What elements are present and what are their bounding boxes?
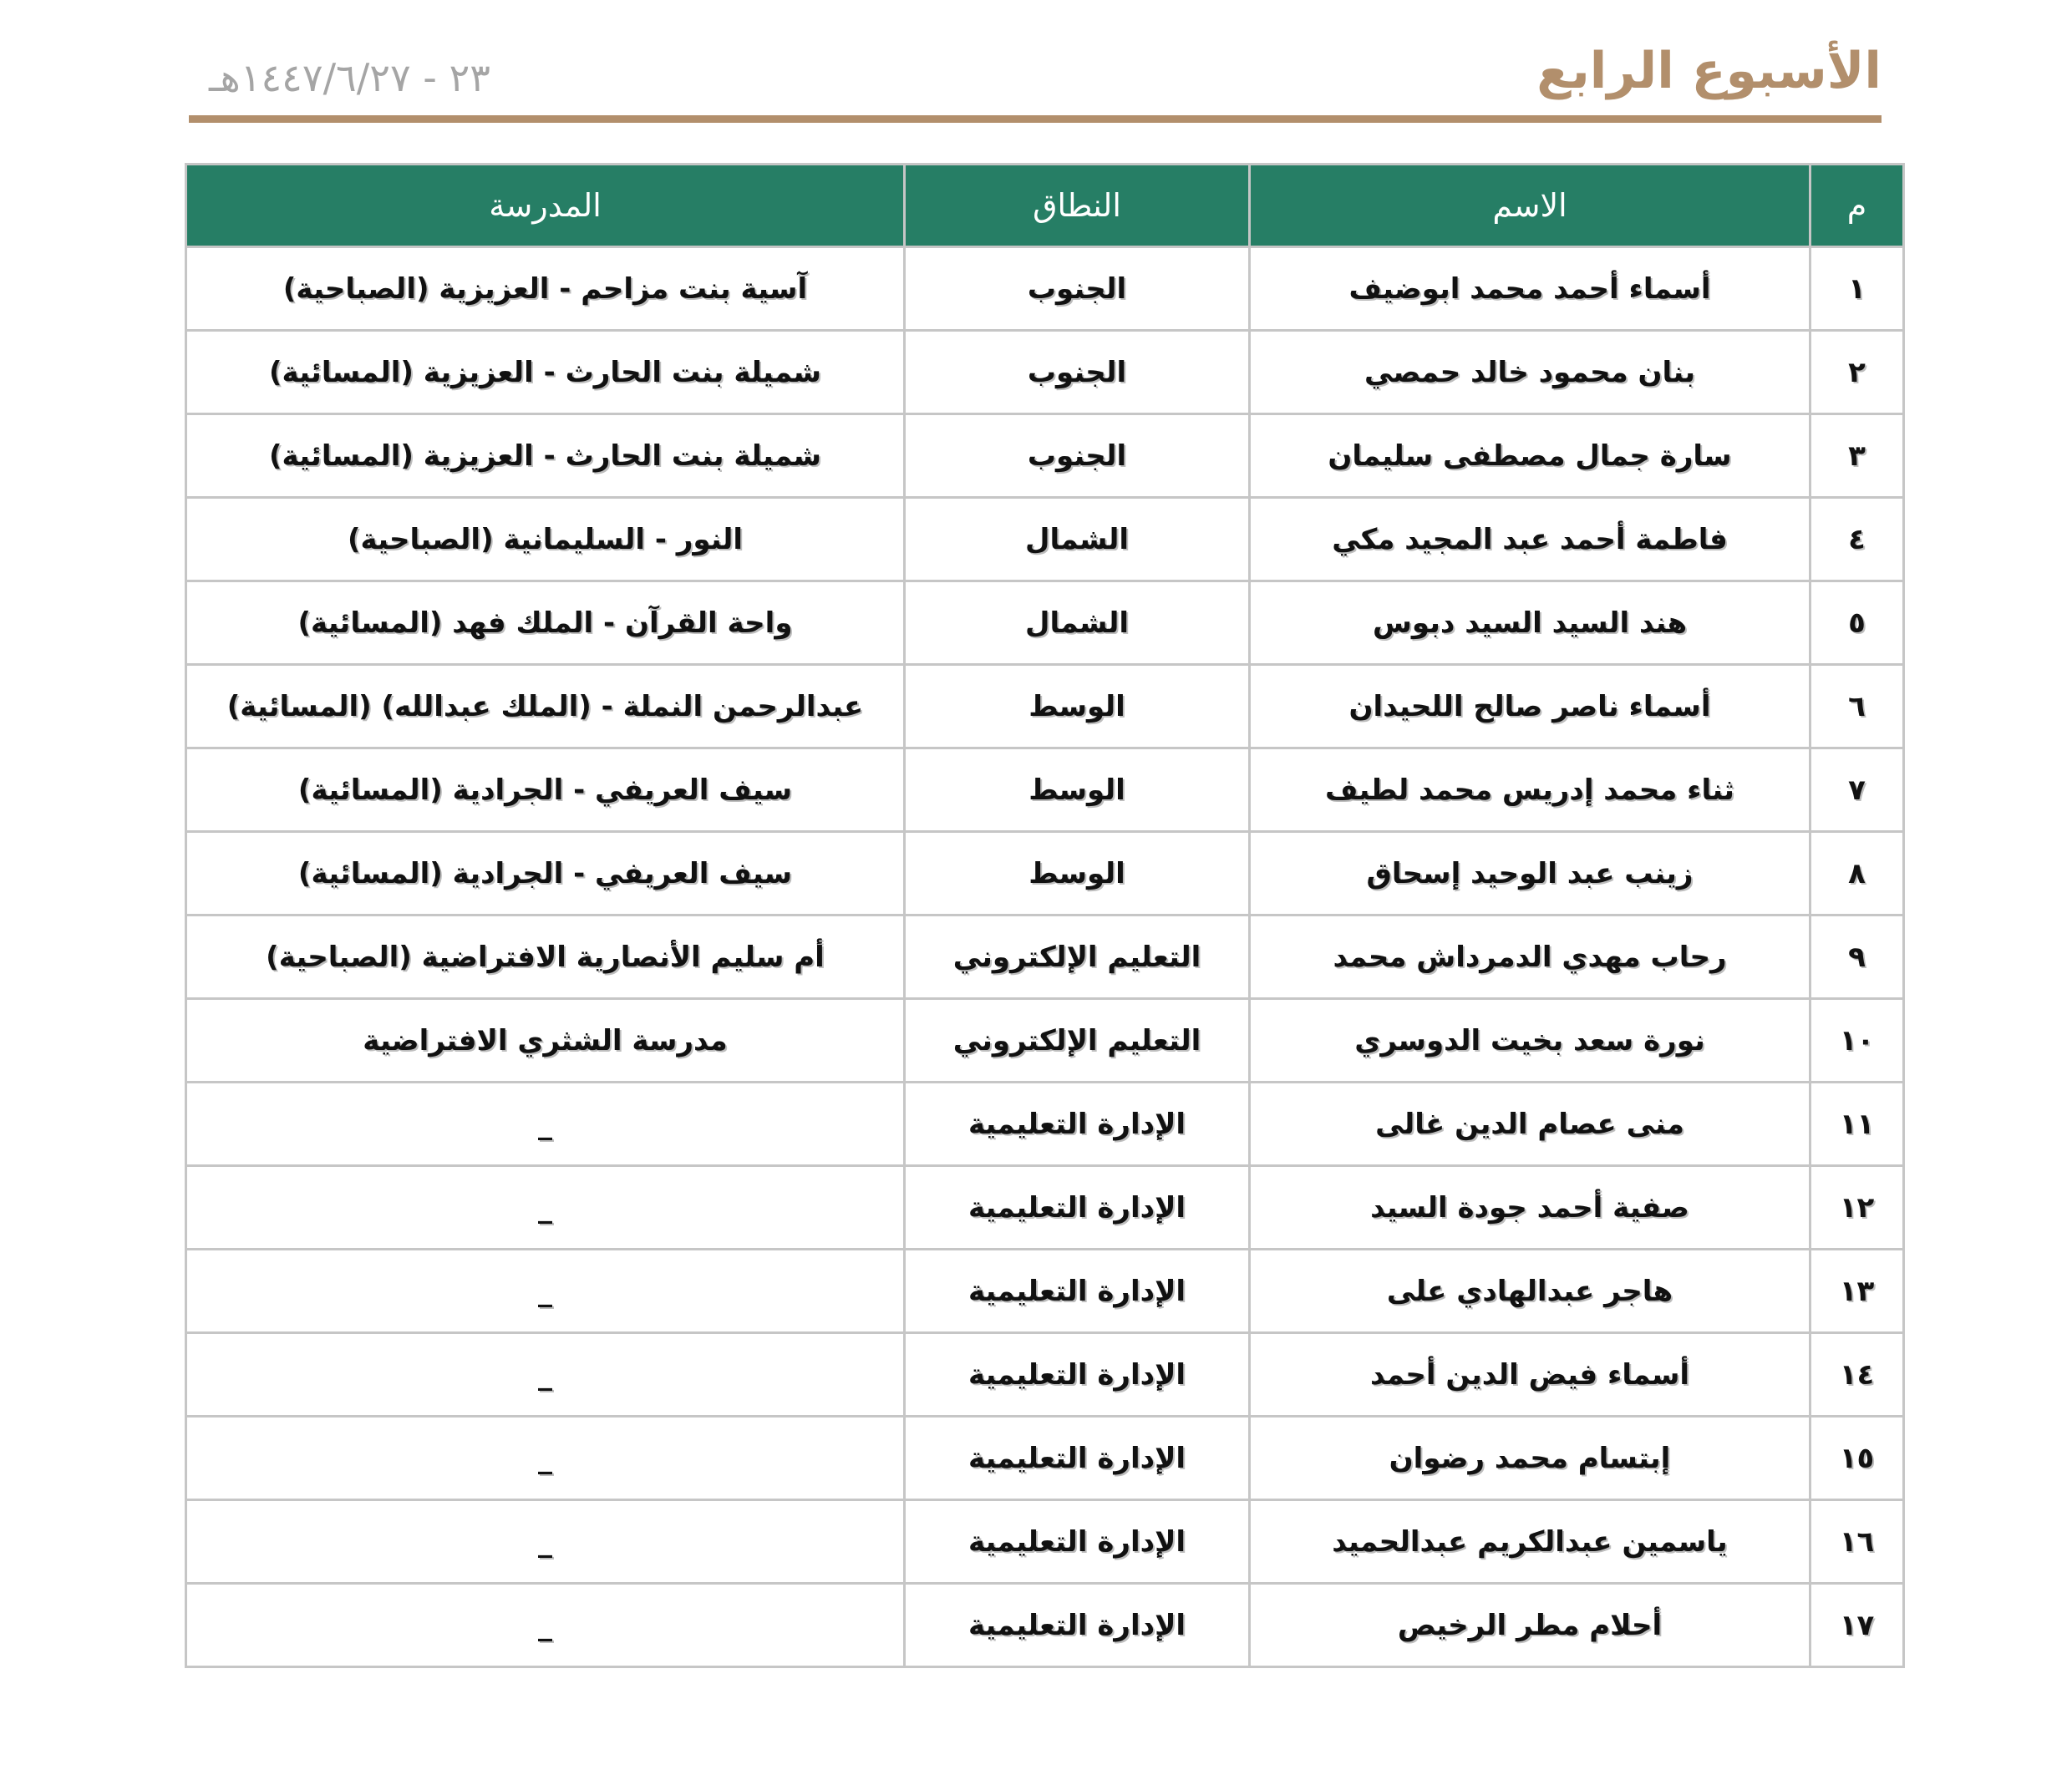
- cell-name: أسماء ناصر صالح اللحيدان: [1250, 665, 1810, 748]
- cell-region: الوسط: [905, 832, 1250, 915]
- cell-region: الشمال: [905, 581, 1250, 665]
- cell-region: الجنوب: [905, 414, 1250, 498]
- cell-number: ١٠: [1810, 999, 1904, 1083]
- cell-region: الجنوب: [905, 331, 1250, 414]
- cell-name: سارة جمال مصطفى سليمان: [1250, 414, 1810, 498]
- column-header-school: المدرسة: [186, 165, 905, 247]
- cell-school: _: [186, 1584, 905, 1667]
- table-row: [186, 498, 1904, 581]
- cell-number: ١٥: [1810, 1417, 1904, 1500]
- cell-region: الإدارة التعليمية: [905, 1250, 1250, 1333]
- cell-number: ١٦: [1810, 1500, 1904, 1584]
- cell-name: نورة سعد بخيت الدوسري: [1250, 999, 1810, 1083]
- table-row: [186, 748, 1904, 832]
- cell-region: الإدارة التعليمية: [905, 1166, 1250, 1250]
- cell-school: مدرسة الشثري الافتراضية: [186, 999, 905, 1083]
- table-row: [186, 832, 1904, 915]
- cell-school: عبدالرحمن النملة - (الملك عبدالله) (المسائية): [186, 665, 905, 748]
- cell-name: رحاب مهدي الدمرداش محمد: [1250, 915, 1810, 999]
- cell-number: ١٧: [1810, 1584, 1904, 1667]
- cell-region: الإدارة التعليمية: [905, 1333, 1250, 1417]
- table-row: [186, 1166, 1904, 1250]
- cell-school: _: [186, 1250, 905, 1333]
- cell-name: صفية أحمد جودة السيد: [1250, 1166, 1810, 1250]
- cell-name: أسماء أحمد محمد ابوضيف: [1250, 247, 1810, 331]
- cell-region: الشمال: [905, 498, 1250, 581]
- cell-school: _: [186, 1083, 905, 1166]
- header-row: [186, 165, 1904, 247]
- cell-school: شميلة بنت الحارث - العزيزية (المسائية): [186, 331, 905, 414]
- cell-region: الجنوب: [905, 247, 1250, 331]
- cell-region: التعليم الإلكتروني: [905, 999, 1250, 1083]
- cell-school: _: [186, 1333, 905, 1417]
- cell-region: الإدارة التعليمية: [905, 1500, 1250, 1584]
- table-row: [186, 581, 1904, 665]
- cell-number: ٦: [1810, 665, 1904, 748]
- cell-school: شميلة بنت الحارث - العزيزية (المسائية): [186, 414, 905, 498]
- cell-name: أسماء فيض الدين أحمد: [1250, 1333, 1810, 1417]
- cell-school: واحة القرآن - الملك فهد (المسائية): [186, 581, 905, 665]
- cell-school: سيف العريفي - الجرادية (المسائية): [186, 748, 905, 832]
- cell-name: إبتسام محمد رضوان: [1250, 1417, 1810, 1500]
- table-row: [186, 999, 1904, 1083]
- cell-name: فاطمة أحمد عبد المجيد مكي: [1250, 498, 1810, 581]
- title-divider: [189, 115, 1882, 123]
- page-title: الأسبوع الرابع: [1536, 42, 1882, 100]
- table-row: [186, 915, 1904, 999]
- table-row: [186, 1500, 1904, 1584]
- cell-name: هند السيد السيد دبوس: [1250, 581, 1810, 665]
- cell-school: سيف العريفي - الجرادية (المسائية): [186, 832, 905, 915]
- table-row: [186, 665, 1904, 748]
- table-row: [186, 331, 1904, 414]
- cell-number: ١٣: [1810, 1250, 1904, 1333]
- cell-name: بنان محمود خالد حمصي: [1250, 331, 1810, 414]
- cell-region: الإدارة التعليمية: [905, 1417, 1250, 1500]
- cell-number: ٤: [1810, 498, 1904, 581]
- cell-school: أم سليم الأنصارية الافتراضية (الصباحية): [186, 915, 905, 999]
- cell-name: هاجر عبدالهادي على: [1250, 1250, 1810, 1333]
- cell-number: ٨: [1810, 832, 1904, 915]
- cell-name: منى عصام الدين غالى: [1250, 1083, 1810, 1166]
- cell-number: ١٢: [1810, 1166, 1904, 1250]
- cell-name: ثناء محمد إدريس محمد لطيف: [1250, 748, 1810, 832]
- table-body: [186, 247, 1904, 1667]
- cell-region: الإدارة التعليمية: [905, 1083, 1250, 1166]
- roster-table: [185, 163, 1905, 1668]
- cell-number: ٢: [1810, 331, 1904, 414]
- cell-name: أحلام مطر الرخيص: [1250, 1584, 1810, 1667]
- table-header: [186, 165, 1904, 247]
- table-row: [186, 1083, 1904, 1166]
- cell-name: ياسمين عبدالكريم عبدالحميد: [1250, 1500, 1810, 1584]
- cell-region: الوسط: [905, 665, 1250, 748]
- column-header-name: الاسم: [1250, 165, 1810, 247]
- cell-school: _: [186, 1417, 905, 1500]
- cell-region: الإدارة التعليمية: [905, 1584, 1250, 1667]
- cell-name: زينب عبد الوحيد إسحاق: [1250, 832, 1810, 915]
- cell-school: آسية بنت مزاحم - العزيزية (الصباحية): [186, 247, 905, 331]
- table-row: [186, 1250, 1904, 1333]
- cell-school: _: [186, 1500, 905, 1584]
- date-range: ٢٣ - ١٤٤٧/٦/٢٧هـ: [209, 55, 490, 100]
- table-row: [186, 1417, 1904, 1500]
- cell-number: ١١: [1810, 1083, 1904, 1166]
- table-row: [186, 414, 1904, 498]
- column-header-number: م: [1810, 165, 1904, 247]
- table-row: [186, 1333, 1904, 1417]
- cell-number: ٧: [1810, 748, 1904, 832]
- cell-number: ٥: [1810, 581, 1904, 665]
- cell-number: ١: [1810, 247, 1904, 331]
- table-row: [186, 1584, 1904, 1667]
- table-row: [186, 247, 1904, 331]
- cell-school: النور - السليمانية (الصباحية): [186, 498, 905, 581]
- cell-number: ٣: [1810, 414, 1904, 498]
- cell-region: التعليم الإلكتروني: [905, 915, 1250, 999]
- cell-region: الوسط: [905, 748, 1250, 832]
- cell-number: ١٤: [1810, 1333, 1904, 1417]
- cell-school: _: [186, 1166, 905, 1250]
- column-header-region: النطاق: [905, 165, 1250, 247]
- cell-number: ٩: [1810, 915, 1904, 999]
